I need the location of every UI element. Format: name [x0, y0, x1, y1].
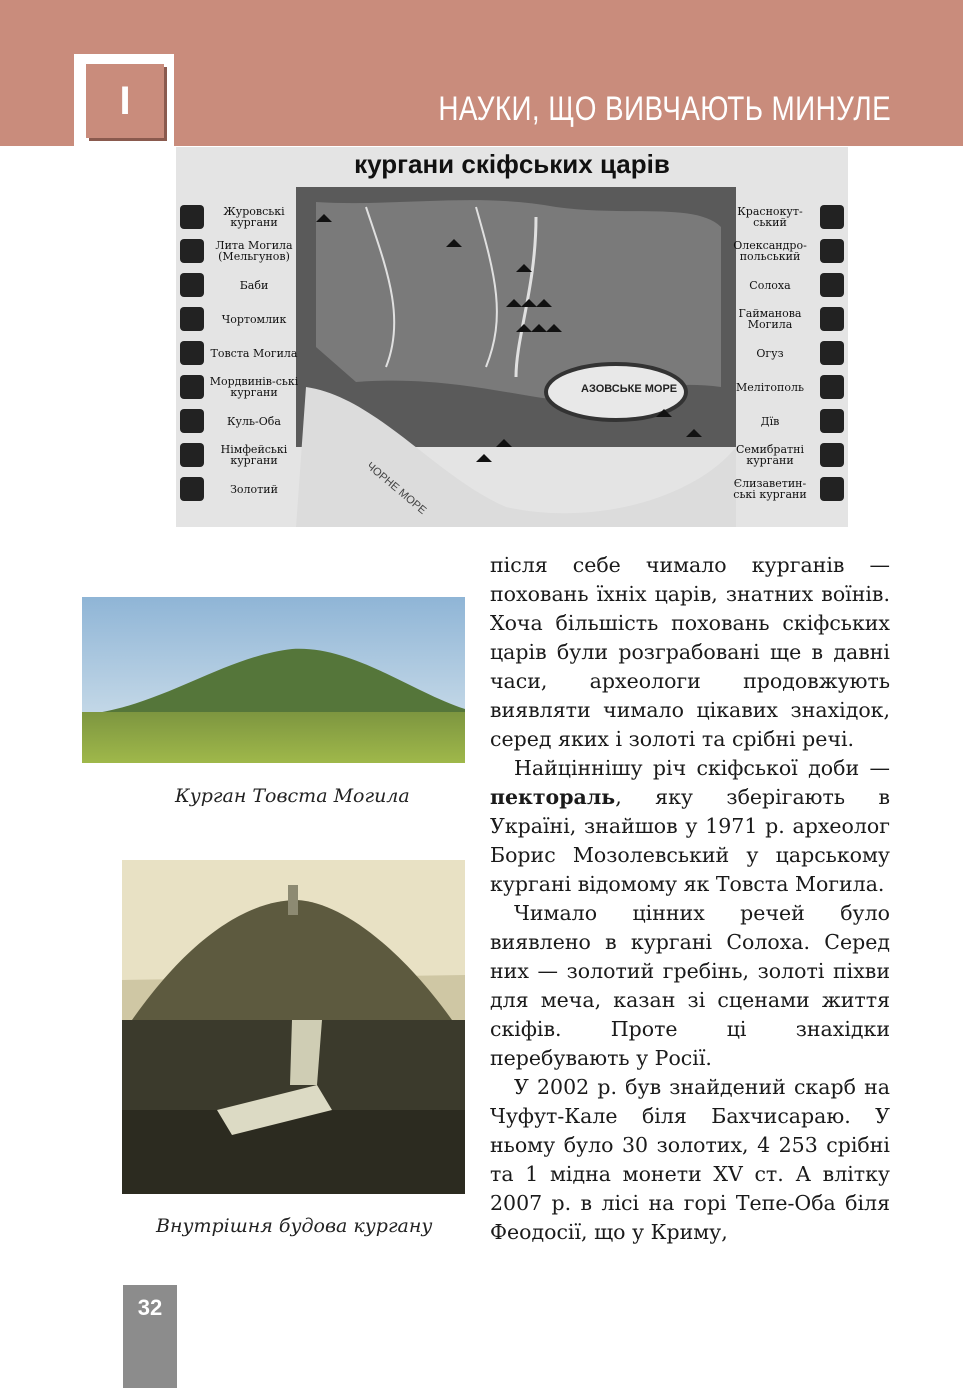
chapter-title: НАУКИ, ЩО ВИВЧАЮТЬ МИНУЛЕ	[438, 90, 891, 128]
legend-right-item: Солоха	[725, 273, 844, 297]
legend-right-item: Гайманова Могила	[725, 307, 844, 331]
map-title: кургани скіфських царів	[354, 149, 670, 179]
legend-left-item: Куль-Оба	[180, 409, 299, 433]
legend-left-item: Золотий	[180, 477, 299, 501]
sea-label-azov: АЗОВСЬКЕ МОРЕ	[581, 383, 678, 395]
paragraph-4: У 2002 р. був знайдений скарб на Чуфут-Кале біля Бахчисараю. У ньому було 30 золотих, 4 253 срібні та 1 мідна монети XV ст. А влітку 2007 р. в лісі на горі Тепе-Оба біля Феодосії, що у Криму,	[490, 1075, 890, 1244]
legend-right-item: Огуз	[725, 341, 844, 365]
legend-right-item: Семибратні кургани	[725, 443, 844, 467]
chapter-number: I	[86, 64, 164, 138]
kurgan-icon	[180, 477, 204, 501]
scythian-kurgans-map	[176, 147, 848, 527]
kurgan-icon	[820, 307, 844, 331]
map-drawing	[176, 147, 848, 527]
photo-caption-1: Курган Товста Могила	[175, 785, 410, 807]
legend-right-item: Єлизаветин-ські кургани	[725, 477, 844, 501]
kurgan-icon	[820, 409, 844, 433]
paragraph-3: Чимало цінних речей було виявлено в кургані Солоха. Серед них — золотий гребінь, золоті піхви для меча, казан зі сценами життя скіфів. Проте ці знахідки перебувають у Росії.	[490, 901, 890, 1070]
kurgan-icon	[180, 273, 204, 297]
kurgan-icon	[820, 239, 844, 263]
kurgan-icon	[820, 341, 844, 365]
kurgan-cross-section-drawing	[122, 860, 465, 1194]
kurgan-icon	[820, 443, 844, 467]
photo-tovsta-mohyla	[82, 597, 465, 763]
page-number: 32	[137, 1295, 163, 1320]
legend-right-item: Мелітополь	[725, 375, 844, 399]
legend-left-item: Баби	[180, 273, 299, 297]
legend-right-item: Дїв	[725, 409, 844, 433]
kurgan-icon	[820, 375, 844, 399]
legend-left-item: Чортомлик	[180, 307, 299, 331]
kurgan-icon	[180, 409, 204, 433]
kurgan-icon	[180, 205, 204, 229]
legend-left-item: Мордвинів-ські кургани	[180, 375, 299, 399]
term-pectoral: пектораль	[490, 785, 616, 809]
kurgan-icon	[820, 205, 844, 229]
kurgan-icon	[180, 341, 204, 365]
legend-left-item: Журовські кургани	[180, 205, 299, 229]
legend-right-item: Краснокут-ський	[725, 205, 844, 229]
legend-left-item: Товста Могила	[180, 341, 299, 365]
kurgan-icon	[820, 477, 844, 501]
photo-kurgan-landscape	[82, 597, 465, 763]
paragraph-1: після себе чимало курганів — поховань їхніх царів, знатних воїнів. Хоча більшість поховань скіфських царів були розграбовані ще в давні часи, археологи продовжують виявляти чимало цікавих знахідок, серед яких і золоті та срібні речі.	[490, 553, 890, 751]
kurgan-icon	[180, 375, 204, 399]
paragraph-2: Найціннішу річ скіфської доби — пектораль, яку зберігають в Україні, знайшов у 1971 р. археолог Борис Мозолевський у царському кургані відомому як Товста Могила.	[490, 756, 890, 896]
kurgan-icon	[180, 239, 204, 263]
sea-label-black: ЧОРНЕ МОРЕ	[364, 460, 429, 517]
kurgan-icon	[180, 307, 204, 331]
kurgan-icon	[820, 273, 844, 297]
legend-left-item: Німфейські кургани	[180, 443, 299, 467]
legend-left-item: Лита Могила (Мельгунов)	[180, 239, 299, 263]
photo-kurgan-structure	[122, 860, 465, 1194]
body-text	[490, 551, 890, 1247]
legend-right-item: Олександро-польський	[725, 239, 844, 263]
kurgan-icon	[180, 443, 204, 467]
photo-caption-2: Внутрішня будова кургану	[156, 1215, 433, 1237]
